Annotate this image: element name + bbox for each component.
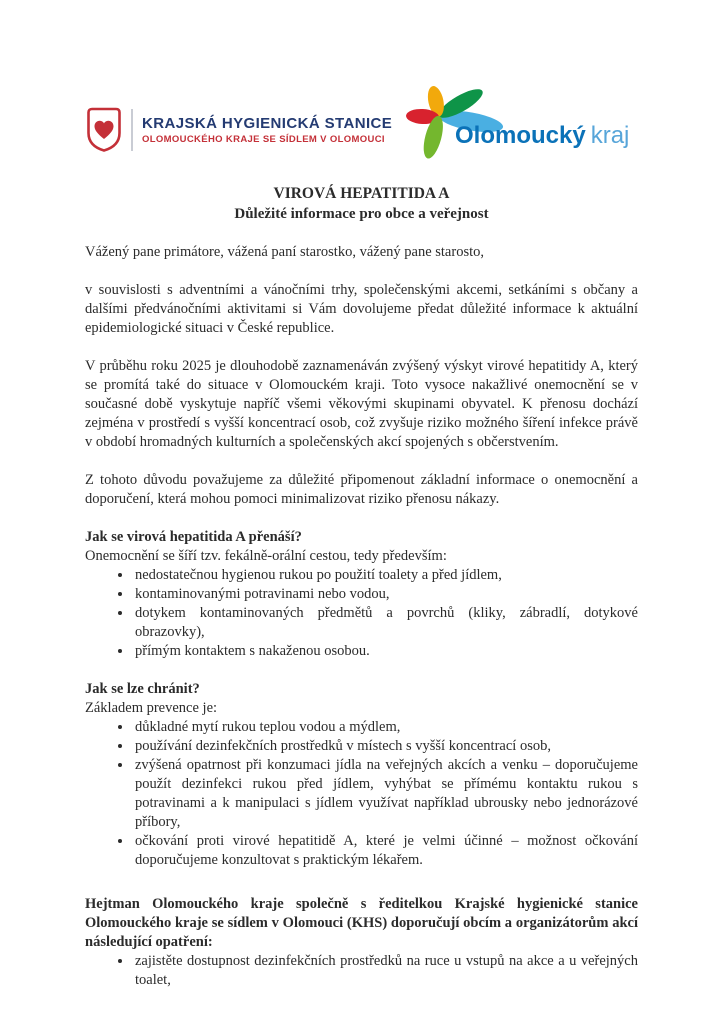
list-item: • zvýšená opatrnost při konzumaci jídla na veřejných akcích a venku – doporučujeme použít dezinfekci rukou před jídlem, vyhýbat se přímému kontaktu rukou s potravinami a k manipulaci s jídlem využívat například ubrousky nebo jednorázové příbory, <box>133 756 638 832</box>
document-title <box>85 183 638 225</box>
list-item: • dotykem kontaminovaných předmětů a povrchů (kliky, zábradlí, dotykové obrazovky), <box>133 604 638 642</box>
list-item: • důkladné mytí rukou teplou vodou a mýdlem, <box>133 718 638 737</box>
transmission-intro: Onemocnění se šíří tzv. fekálně-orální cestou, tedy především: <box>85 548 447 564</box>
logo-divider <box>131 109 133 151</box>
list-item: • nedostatečnou hygienou rukou po použití toalety a před jídlem, <box>133 566 638 585</box>
khs-logo-subtitle: OLOMOUCKÉHO KRAJE SE SÍDLEM V OLOMOUCI <box>142 134 385 145</box>
khs-logo-title: KRAJSKÁ HYGIENICKÁ STANICE <box>142 115 393 132</box>
khs-logo <box>85 106 392 154</box>
list-item: • zajistěte dostupnost dezinfekčních prostředků na ruce u vstupů na akce a u veřejných toalet, <box>133 952 638 990</box>
section-heading-protection: Jak se lze chránit? <box>85 681 200 697</box>
transmission-bullet-list <box>85 566 638 661</box>
protection-bullet-list <box>85 718 638 870</box>
letter-content <box>85 183 638 990</box>
paragraph-reason: Z tohoto důvodu považujeme za důležité připomenout základní informace o onemocnění a doporučení, která mohou pomoci minimalizovat riziko přenosu nákazy. <box>85 472 638 507</box>
list-item: • používání dezinfekčních prostředků v místech s vyšší koncentrací osob, <box>133 737 638 756</box>
olomoucky-kraj-logo <box>403 82 633 162</box>
recommendations-bullet-list <box>85 952 638 990</box>
title-line2: Důležité informace pro obce a veřejnost <box>234 206 489 222</box>
khs-logo-text <box>142 114 392 146</box>
list-item: • očkování proti virové hepatitidě A, které je velmi účinné – možnost očkování doporučujeme konzultovat s praktickým lékařem. <box>133 832 638 870</box>
list-item: • kontaminovanými potravinami nebo vodou, <box>133 585 638 604</box>
greeting-line: Vážený pane primátore, vážená paní starostko, vážený pane starosto, <box>85 244 484 260</box>
paragraph-intro: v souvislosti s adventními a vánočními trhy, společenskými akcemi, setkáními s občany a dalšími předvánočními aktivitami si Vám dovolujeme předat důležité informace k aktuální epidemiologické situaci v České republice. <box>85 282 638 336</box>
kraj-logo-suffix: kraj <box>590 122 630 149</box>
section-heading-transmission: Jak se virová hepatitida A přenáší? <box>85 529 302 545</box>
list-item: • přímým kontaktem s nakaženou osobou. <box>133 642 638 661</box>
kraj-logo-name: Olomoucký <box>455 122 586 149</box>
paragraph-situation: V průběhu roku 2025 je dlouhodobě zaznamenáván zvýšený výskyt virové hepatitidy A, který se promítá také do situace v Olomouckém kraji. Toto vysoce nakažlivé onemocnění se v současné době vyskytuje napříč všemi věkovými skupinami obyvatel. K přenosu dochází zejména v prostředí s vyšší koncentrací osob, což zvyšuje riziko možného šíření infekce právě v období hromadných kulturních a společenských akcí spojených s občerstvením. <box>85 358 638 450</box>
recommendations-heading: Hejtman Olomouckého kraje společně s ředitelkou Krajské hygienické stanice Olomouckého kraje se sídlem v Olomouci (KHS) doporučují obcím a organizátorům akcí následující opatření: <box>85 896 638 950</box>
khs-shield-heart-icon <box>85 106 123 154</box>
title-line1: VIROVÁ HEPATITIDA A <box>273 185 450 202</box>
kraj-logo-text <box>455 124 629 148</box>
protection-intro: Základem prevence je: <box>85 700 218 716</box>
